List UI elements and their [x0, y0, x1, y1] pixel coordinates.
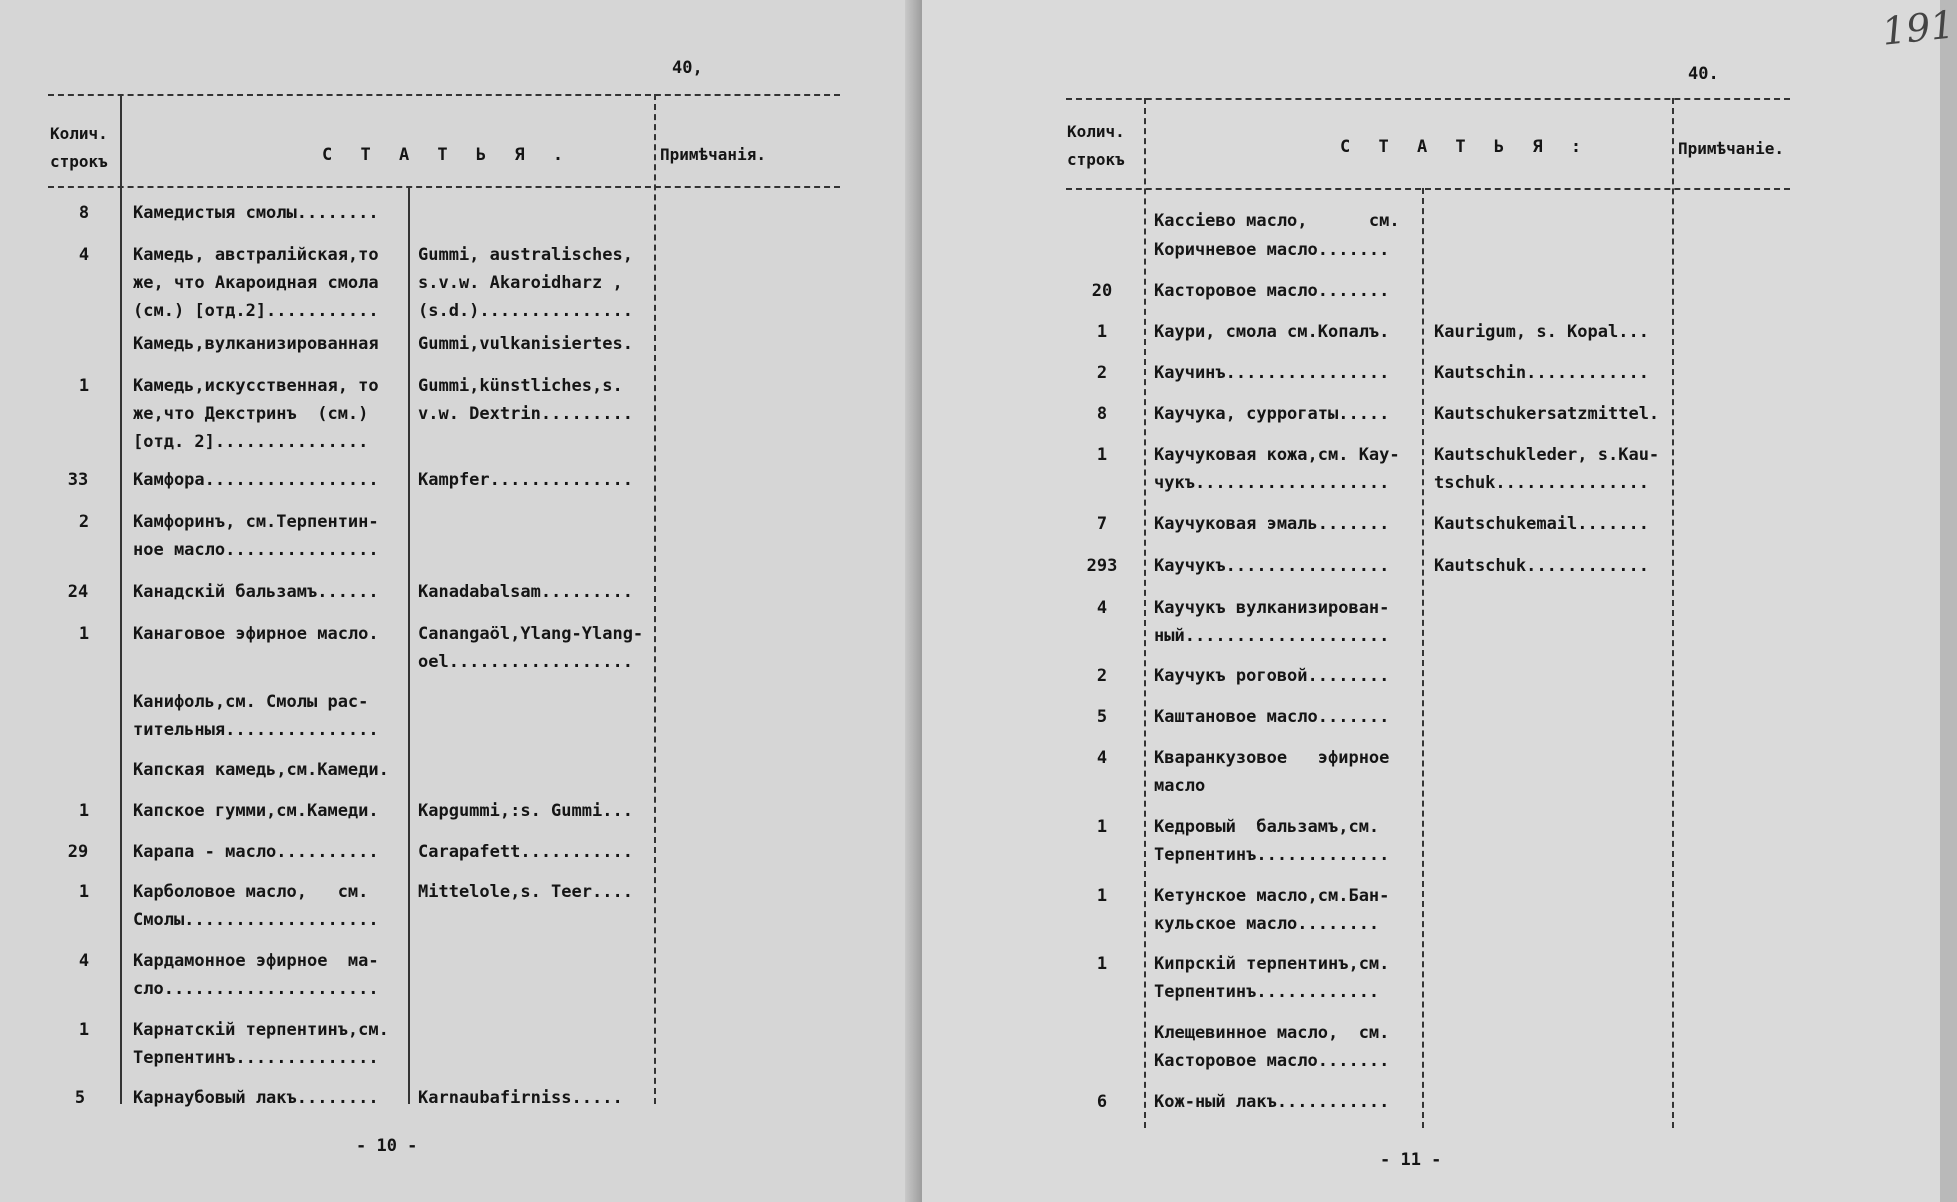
row-de-line: Mittelole,s. Teer....: [418, 882, 633, 902]
row-ru-line: тительныя...............: [133, 720, 379, 740]
header-rule: [1066, 188, 1790, 190]
row-de-line: Kapgummi,:s. Gummi...: [418, 801, 633, 821]
page-footer: - 10 -: [356, 1136, 418, 1156]
row-ru-line: сло.....................: [133, 979, 379, 999]
right-page: [922, 0, 1957, 1202]
row-ru-line: Канаговое эфирное масло.: [133, 624, 379, 644]
row-qty: 2: [78, 512, 90, 532]
header-qty-line2: строкъ: [50, 152, 108, 171]
row-ru-line: Канифоль,см. Смолы рас-: [133, 692, 369, 712]
row-de-line: Karnaubafirniss.....: [418, 1088, 623, 1108]
row-qty: 4: [1096, 748, 1108, 768]
row-ru-line: Кедровый бальзамъ,см.: [1154, 817, 1380, 837]
row-de-line: Kaurigum, s. Kopal...: [1434, 322, 1649, 342]
row-qty: 5: [1096, 707, 1108, 727]
row-qty: 5: [74, 1088, 86, 1108]
header-articles: С Т А Т Ь Я .: [322, 145, 573, 165]
row-ru-line: Кваранкузовое эфирное: [1154, 748, 1390, 768]
column-divider-ru-de: [1422, 188, 1424, 1128]
header-qty-line1: Колич.: [50, 124, 108, 143]
row-de-line: Kautschukersatzmittel.: [1434, 404, 1660, 424]
row-ru-line: Капское гумми,см.Камеди.: [133, 801, 379, 821]
row-qty: 1: [1096, 954, 1108, 974]
row-qty: 2: [1096, 363, 1108, 383]
row-de-line: oel..................: [418, 652, 633, 672]
row-de-line: Kautschukemail.......: [1434, 514, 1649, 534]
header-qty-line2: строкъ: [1067, 150, 1125, 169]
row-qty: 1: [78, 1020, 90, 1040]
row-ru-line: Каучукъ вулканизирован-: [1154, 598, 1390, 618]
row-ru-line: масло: [1154, 776, 1206, 796]
row-de-line: Gummi,künstliches,s.: [418, 376, 623, 396]
row-ru-line: Каучука, суррогаты.....: [1154, 404, 1390, 424]
row-ru-line: же,что Декстринъ (см.): [133, 404, 369, 424]
row-qty: 6: [1096, 1092, 1108, 1112]
row-ru-line: [отд. 2]...............: [133, 432, 369, 452]
row-ru-line: Кипрскій терпентинъ,см.: [1154, 954, 1390, 974]
row-qty: 4: [78, 245, 90, 265]
row-qty: 1: [78, 624, 90, 644]
row-ru-line: Карнаубовый лакъ........: [133, 1088, 379, 1108]
column-divider-qty: [1144, 98, 1146, 1128]
row-ru-line: Кож-ный лакъ...........: [1154, 1092, 1390, 1112]
row-ru-line: Терпентинъ.............: [1154, 845, 1390, 865]
row-qty: 1: [78, 882, 90, 902]
row-de-line: Carapafett...........: [418, 842, 633, 862]
column-divider-notes: [654, 94, 656, 1104]
header-articles: С Т А Т Ь Я :: [1340, 137, 1591, 157]
row-ru-line: Каучукъ................: [1154, 556, 1390, 576]
column-divider-notes: [1672, 98, 1674, 1128]
row-ru-line: же, что Акароидная смола: [133, 273, 379, 293]
row-ru-line: Терпентинъ..............: [133, 1048, 379, 1068]
row-qty: 2: [1096, 666, 1108, 686]
row-de-line: tschuk...............: [1434, 473, 1649, 493]
row-ru-line: Каучуковая кожа,см. Кау-: [1154, 445, 1400, 465]
row-de-line: Gummi, australisches,: [418, 245, 633, 265]
left-page: [0, 0, 922, 1202]
row-ru-line: Касторовое масло.......: [1154, 1051, 1390, 1071]
row-ru-line: Касторовое масло.......: [1154, 281, 1390, 301]
row-de-line: (s.d.)...............: [418, 301, 633, 321]
row-ru-line: Камфора.................: [133, 470, 379, 490]
page-number: 40,: [672, 58, 703, 78]
row-ru-line: Камедь,вулканизированная: [133, 334, 379, 354]
row-qty: 33: [67, 470, 89, 490]
row-ru-line: ный....................: [1154, 626, 1390, 646]
row-de-line: Canangaöl,Ylang-Ylang-: [418, 624, 644, 644]
row-ru-line: Каучинъ................: [1154, 363, 1390, 383]
row-ru-line: Клещевинное масло, см.: [1154, 1023, 1390, 1043]
row-ru-line: Кассіево масло, см.: [1154, 211, 1400, 231]
row-ru-line: Каштановое масло.......: [1154, 707, 1390, 727]
row-ru-line: Смолы...................: [133, 910, 379, 930]
header-notes: Примѣчаніе.: [1678, 139, 1784, 158]
row-de-line: v.w. Dextrin.........: [418, 404, 633, 424]
row-de-line: s.v.w. Akaroidharz ,: [418, 273, 623, 293]
row-ru-line: Камедь, австралійская,то: [133, 245, 379, 265]
row-ru-line: Капская камедь,см.Камеди.: [133, 760, 389, 780]
row-ru-line: Каури, смола см.Копалъ.: [1154, 322, 1390, 342]
row-de-line: Gummi,vulkanisiertes.: [418, 334, 633, 354]
row-ru-line: кульское масло........: [1154, 914, 1380, 934]
row-ru-line: Камедь,искусственная, то: [133, 376, 379, 396]
row-ru-line: (см.) [отд.2]...........: [133, 301, 379, 321]
row-de-line: Kautschin............: [1434, 363, 1649, 383]
row-ru-line: Канадскій бальзамъ......: [133, 582, 379, 602]
row-qty: 24: [67, 582, 89, 602]
row-qty: 1: [1096, 886, 1108, 906]
row-ru-line: ное масло...............: [133, 540, 379, 560]
row-qty: 1: [78, 801, 90, 821]
row-ru-line: чукъ...................: [1154, 473, 1390, 493]
row-qty: 4: [78, 951, 90, 971]
row-qty: 1: [1096, 445, 1108, 465]
row-qty: 293: [1086, 556, 1118, 576]
row-ru-line: Камедистыя смолы........: [133, 203, 379, 223]
row-de-line: Kanadabalsam.........: [418, 582, 633, 602]
row-qty: 4: [1096, 598, 1108, 618]
row-de-line: Kautschukleder, s.Kau-: [1434, 445, 1660, 465]
row-ru-line: Кетунское масло,см.Бан-: [1154, 886, 1390, 906]
row-ru-line: Коричневое масло.......: [1154, 240, 1390, 260]
row-ru-line: Карапа - масло..........: [133, 842, 379, 862]
column-divider-ru-de: [408, 186, 410, 1104]
header-notes: Примѣчанія.: [660, 145, 766, 164]
header-rule: [48, 186, 840, 188]
row-qty: 20: [1091, 281, 1113, 301]
row-ru-line: Карнатскій терпентинъ,см.: [133, 1020, 389, 1040]
row-qty: 29: [67, 842, 89, 862]
row-qty: 8: [78, 203, 90, 223]
row-ru-line: Каучуковая эмаль.......: [1154, 514, 1390, 534]
row-ru-line: Терпентинъ............: [1154, 982, 1380, 1002]
column-divider-qty: [120, 94, 122, 1104]
top-rule: [48, 94, 840, 96]
row-ru-line: Камфоринъ, см.Терпентин-: [133, 512, 379, 532]
row-qty: 1: [1096, 817, 1108, 837]
row-de-line: Kautschuk............: [1434, 556, 1649, 576]
header-qty-line1: Колич.: [1067, 122, 1125, 141]
row-ru-line: Кардамонное эфирное ма-: [133, 951, 379, 971]
page-footer: - 11 -: [1380, 1150, 1442, 1170]
page-number: 40.: [1688, 64, 1719, 84]
row-qty: 1: [78, 376, 90, 396]
row-ru-line: Каучукъ роговой........: [1154, 666, 1390, 686]
row-qty: 1: [1096, 322, 1108, 342]
handwritten-folio-number: 191: [1879, 2, 1957, 54]
row-qty: 8: [1096, 404, 1108, 424]
row-ru-line: Карболовое масло, см.: [133, 882, 369, 902]
row-de-line: Kampfer..............: [418, 470, 633, 490]
top-rule: [1066, 98, 1790, 100]
row-qty: 7: [1096, 514, 1108, 534]
